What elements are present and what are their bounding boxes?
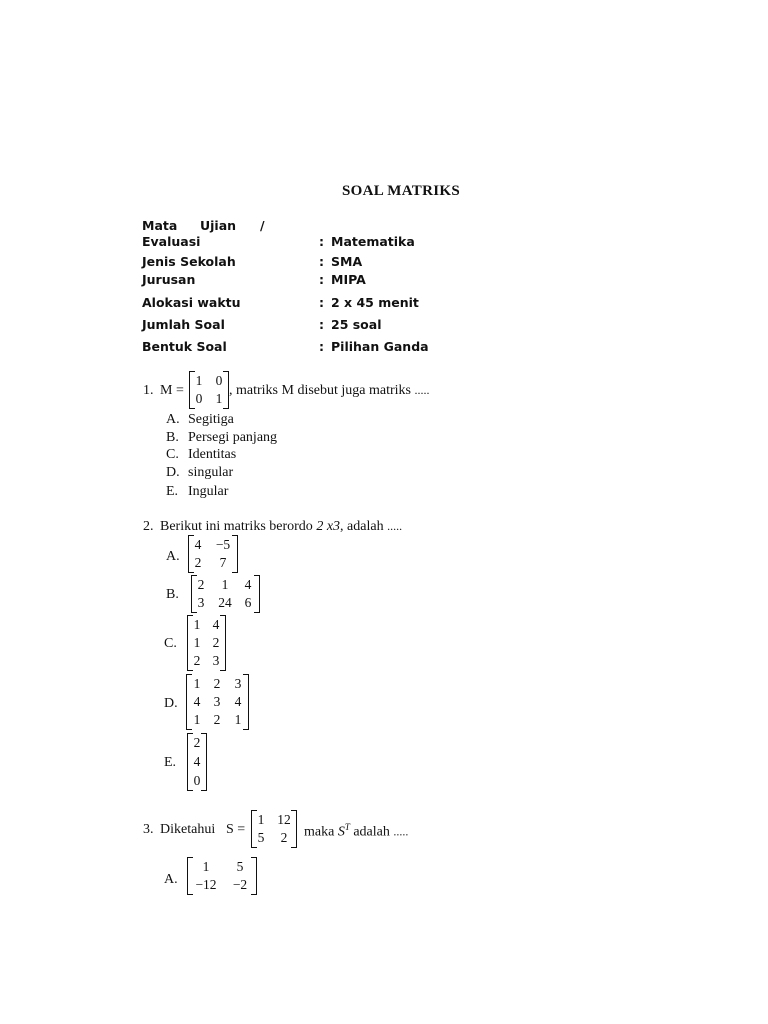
info-label: Alokasi waktu (142, 295, 241, 310)
matrix-cell: 0 (193, 773, 201, 788)
q1-stem: , matriks M disebut juga matriks (229, 383, 411, 398)
slash: / (260, 218, 265, 233)
q3-tail (304, 822, 408, 841)
matrix-cell: 4 (244, 577, 252, 592)
matrix-cell: 2 (213, 712, 221, 727)
info-value: MIPA (331, 272, 366, 287)
matrix-cell: 2 (280, 830, 288, 845)
option-text: singular (188, 465, 234, 480)
q3-prefix: S = (226, 822, 246, 837)
q2-stem (160, 519, 402, 535)
matrix-cell: 4 (193, 694, 201, 709)
q2-dots: ..... (387, 519, 403, 533)
q2-text1: Berikut ini matriks berordo (160, 519, 313, 534)
matrix-cell: 3 (213, 694, 221, 709)
page-title: SOAL MATRIKS (342, 183, 460, 199)
info-colon: : (319, 317, 324, 332)
matrix-cell: 4 (194, 537, 202, 552)
q2-option-b-matrix (191, 575, 260, 613)
matrix-cell: 1 (193, 617, 201, 632)
q3-s: S (337, 824, 345, 840)
matrix-cell: 1 (193, 676, 201, 691)
q3-text3: adalah (353, 824, 390, 840)
q3-option-a-matrix (187, 857, 257, 895)
info-value: 25 soal (331, 317, 382, 332)
option-letter: C. (166, 447, 179, 462)
matrix-cell: 1 (195, 373, 203, 388)
option-letter: D. (166, 465, 180, 480)
matrix-cell: 1 (221, 577, 229, 592)
matrix-cell: −12 (195, 877, 217, 892)
info-label: Jenis Sekolah (142, 254, 236, 269)
q2-option-e-matrix (187, 733, 207, 791)
q3-matrix (251, 810, 297, 848)
info-row-jumlah-soal (142, 317, 442, 332)
info-label: Evaluasi (142, 234, 201, 249)
matrix-cell: 5 (257, 830, 265, 845)
q3-option-a-letter: A. (164, 872, 178, 887)
info-colon: : (319, 234, 324, 249)
q2-option-d-letter: D. (164, 696, 178, 711)
info-colon: : (319, 254, 324, 269)
info-row-evaluasi (142, 234, 442, 249)
matrix-cell: 3 (197, 595, 205, 610)
info-value: 2 x 45 menit (331, 295, 419, 310)
matrix-cell: 4 (234, 694, 242, 709)
matrix-cell: 2 (193, 735, 201, 750)
q1-dots: ..... (414, 383, 430, 397)
matrix-cell: 1 (234, 712, 242, 727)
matrix-cell: 2 (212, 635, 220, 650)
q1-prefix: M = (160, 383, 184, 398)
option-letter: A. (166, 412, 180, 427)
info-label: Jurusan (142, 272, 196, 287)
info-label: Bentuk Soal (142, 339, 227, 354)
q2-number: 2. (143, 519, 154, 534)
matrix-cell: 2 (213, 676, 221, 691)
matrix-cell: 4 (212, 617, 220, 632)
matrix-cell: 1 (215, 391, 223, 406)
q3-number: 3. (143, 822, 154, 837)
q3-dots: ..... (393, 824, 409, 839)
q1-matrix (189, 371, 229, 409)
mata-word: Mata (142, 218, 178, 233)
info-colon: : (319, 272, 324, 287)
matrix-cell: 2 (197, 577, 205, 592)
info-row-alokasi-waktu (142, 295, 442, 310)
matrix-cell: −5 (215, 537, 231, 552)
option-text: Ingular (188, 484, 229, 499)
option-letter: B. (166, 430, 179, 445)
matrix-cell: 3 (234, 676, 242, 691)
q2-option-a-matrix (188, 535, 238, 573)
q2-option-d-matrix (186, 674, 249, 730)
info-row-jenis-sekolah (142, 254, 442, 269)
matrix-cell: 0 (195, 391, 203, 406)
matrix-cell: 7 (219, 555, 227, 570)
matrix-cell: 5 (236, 859, 244, 874)
info-row-bentuk-soal (142, 339, 442, 354)
matrix-cell: 2 (194, 555, 202, 570)
option-text: Persegi panjang (188, 430, 278, 445)
info-value: Pilihan Ganda (331, 339, 429, 354)
matrix-cell: 1 (202, 859, 210, 874)
matrix-cell: −2 (232, 877, 248, 892)
q3-text1: Diketahui (160, 822, 216, 837)
q1-text (229, 383, 429, 399)
info-row-jurusan (142, 272, 442, 287)
q3-text2: maka (304, 824, 335, 840)
matrix-cell: 1 (193, 635, 201, 650)
q2-order: 2 x3 (316, 519, 341, 534)
matrix-cell: 12 (277, 812, 291, 827)
q2-option-b-letter: B. (166, 587, 179, 602)
matrix-cell: 6 (244, 595, 252, 610)
q2-option-c-letter: C. (164, 636, 177, 651)
option-text: Identitas (188, 447, 237, 462)
matrix-cell: 3 (212, 653, 220, 668)
q2-option-c-matrix (187, 615, 226, 671)
matrix-cell: 4 (193, 754, 201, 769)
matrix-cell: 1 (257, 812, 265, 827)
matrix-cell: 2 (193, 653, 201, 668)
option-text: Segitiga (188, 412, 234, 427)
matrix-cell: 24 (218, 595, 232, 610)
q2-text2: , adalah (340, 519, 384, 534)
info-colon: : (319, 339, 324, 354)
q2-option-e-letter: E. (164, 755, 177, 770)
matrix-cell: 0 (215, 373, 223, 388)
info-label: Jumlah Soal (142, 317, 225, 332)
q3-sup: T (344, 822, 350, 832)
q2-option-a-letter: A. (166, 549, 180, 564)
info-colon: : (319, 295, 324, 310)
ujian-word: Ujian (200, 218, 237, 233)
matrix-cell: 1 (193, 712, 201, 727)
option-letter: E. (166, 484, 179, 499)
q1-number: 1. (143, 383, 154, 398)
info-value: SMA (331, 254, 363, 269)
info-value: Matematika (331, 234, 415, 249)
